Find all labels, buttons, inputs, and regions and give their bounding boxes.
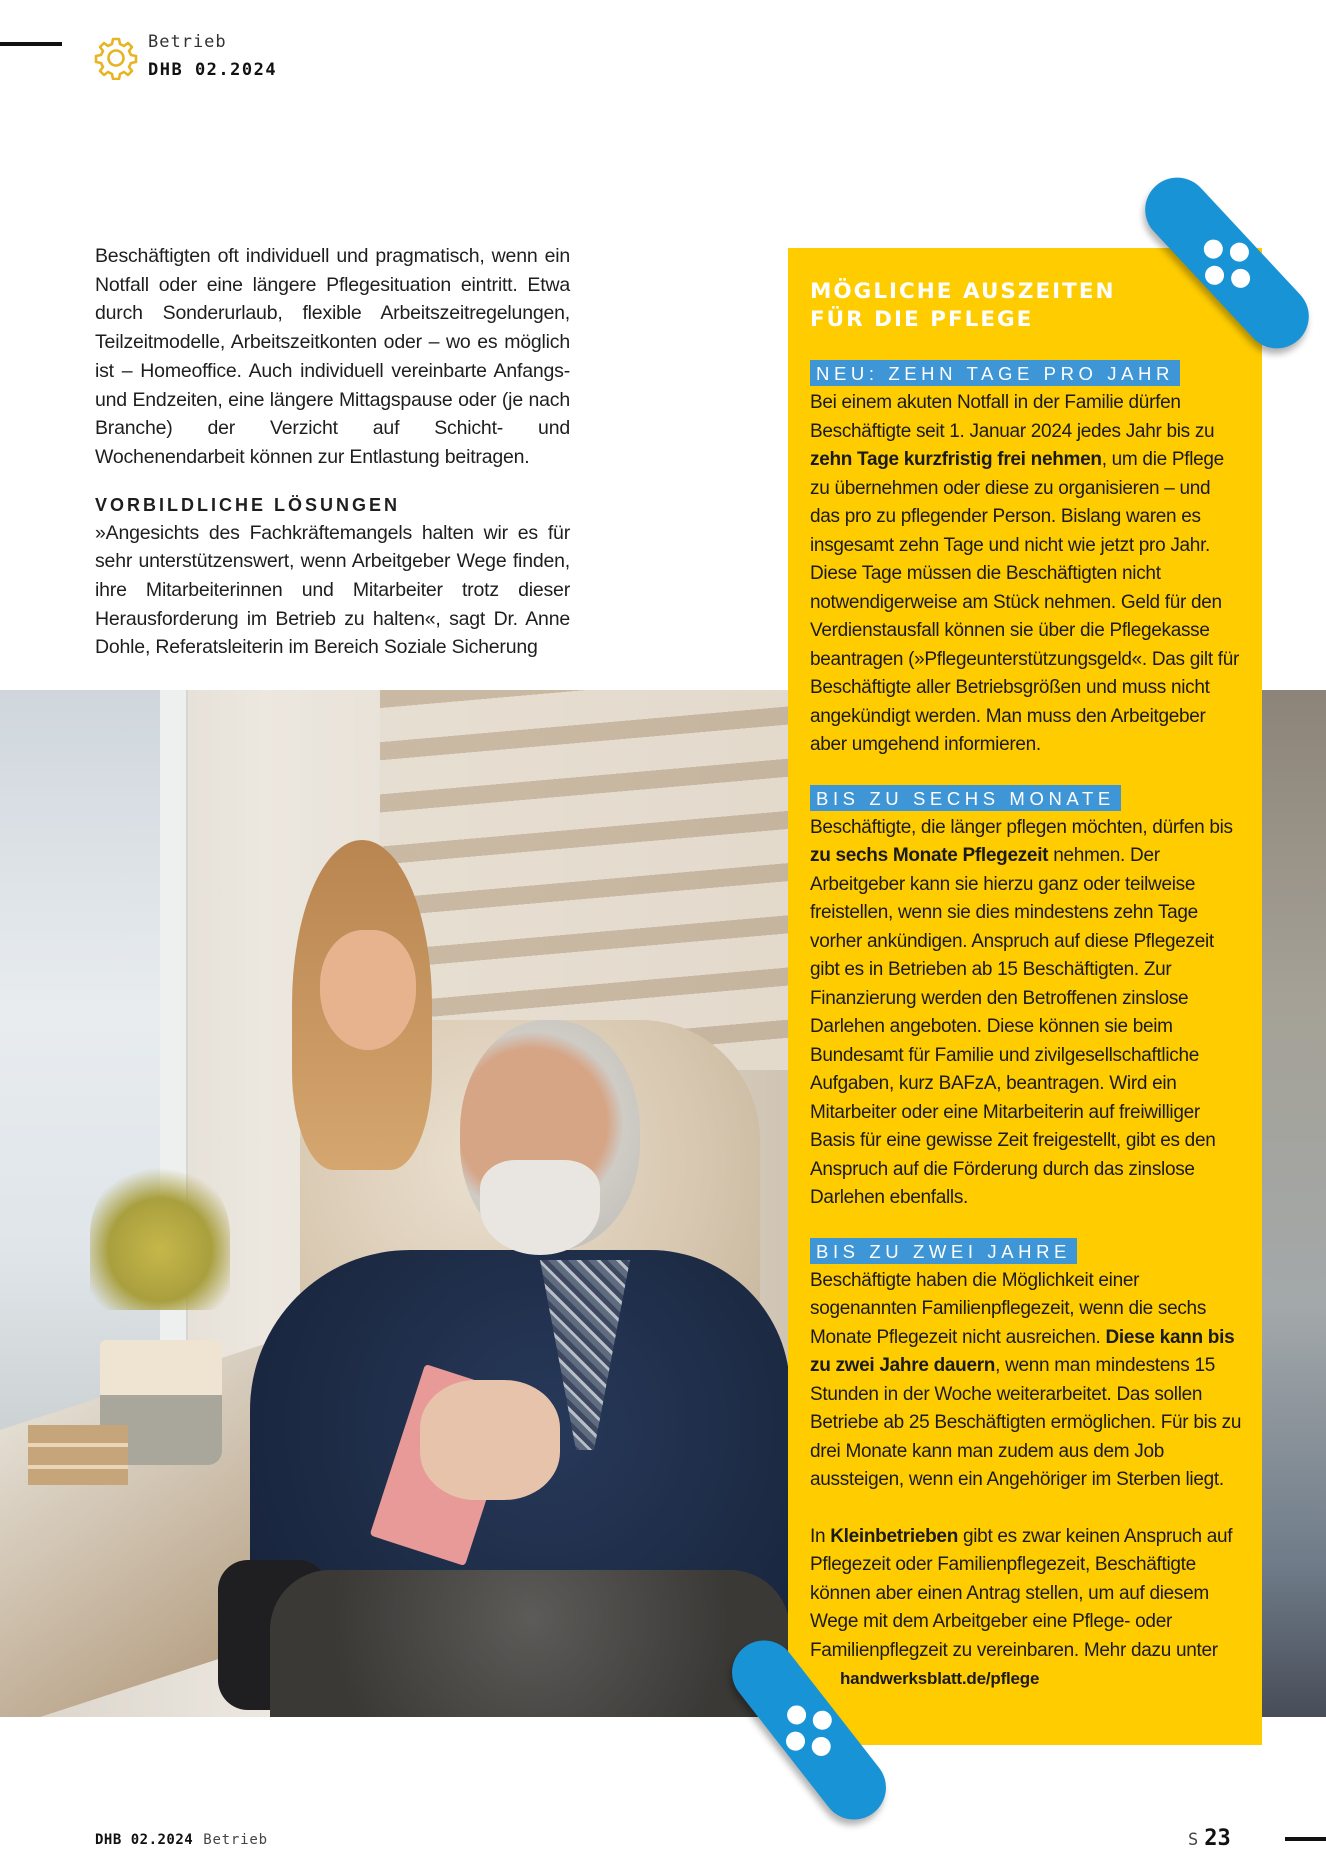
page-number bbox=[1188, 1826, 1231, 1851]
header-issue-label: DHB 02.2024 bbox=[148, 60, 278, 80]
bandage-dot bbox=[1201, 262, 1228, 289]
bold-text: Kleinbetrieben bbox=[830, 1525, 959, 1547]
section-text bbox=[810, 1267, 1242, 1495]
photo-hands bbox=[420, 1380, 560, 1500]
text-run: , wenn man mindestens 15 Stunden in der Woche weiterarbeitet. Das sollen Betriebe ab 25 Beschäftigten ermöglichen. Für bis zu drei Monate kann man zudem aus dem Job aussteigen, wenn ein Angehöriger im Sterben liegt. bbox=[810, 1355, 1242, 1490]
bandage-dot bbox=[1227, 265, 1254, 292]
bandage-dot bbox=[809, 1707, 836, 1734]
bandage-dot bbox=[808, 1733, 835, 1760]
header-section-label: Betrieb bbox=[148, 32, 227, 52]
gear-icon bbox=[94, 36, 138, 80]
footer-issue: DHB 02.2024 bbox=[95, 1832, 194, 1848]
text-run: Beschäftigte, die länger pflegen möchten, dürfen bis bbox=[810, 816, 1233, 838]
bold-text: Diese kann bis zu zwei Jahre dauern bbox=[810, 1326, 1235, 1376]
section-text bbox=[810, 814, 1242, 1213]
body-paragraph: Beschäftigten oft individuell und pragmatisch, wenn ein Notfall oder eine längere Pflegesituation eintritt. Etwa durch Sonderurlaub, flexible Arbeitszeitregelungen, Teilzeitmodelle, Arbeitszeitkonten oder – wo es möglich ist – Homeoffice. Auch individuell vereinbarte Anfangs- und Endzeiten, eine längere Mittagspause oder (je nach Branche) der Verzicht auf Schicht- und Wochenendarbeit können zur Entlastung beitragen. bbox=[95, 245, 570, 468]
bandage-dot bbox=[783, 1702, 810, 1729]
text-run: Bei einem akuten Notfall in der Familie dürfen Beschäftigte seit 1. Januar 2024 jedes Jahr bis zu bbox=[810, 392, 1215, 442]
photo-right-edge bbox=[1262, 690, 1326, 1717]
photo-blanket bbox=[270, 1570, 790, 1717]
info-box-title-line-2: FÜR DIE PFLEGE bbox=[810, 307, 1034, 332]
closing-text bbox=[810, 1523, 1242, 1694]
info-box bbox=[788, 248, 1262, 1745]
more-info-link[interactable]: handwerksblatt.de/pflege bbox=[840, 1669, 1040, 1688]
info-box-title bbox=[810, 278, 1242, 334]
bold-text: zehn Tage kurzfristig frei nehmen bbox=[810, 449, 1102, 470]
info-box-title-line-1: MÖGLICHE AUSZEITEN bbox=[810, 279, 1116, 304]
subheading: VORBILDLICHE LÖSUNGEN bbox=[95, 494, 401, 515]
section-text bbox=[810, 389, 1242, 760]
section-tag: BIS ZU SECHS MONATE bbox=[810, 785, 1121, 811]
section-tag: BIS ZU ZWEI JAHRE bbox=[810, 1238, 1077, 1264]
bandage-dot bbox=[1226, 239, 1253, 266]
photo-plant bbox=[90, 1160, 230, 1310]
photo-books bbox=[28, 1425, 128, 1485]
bandage-dot bbox=[782, 1728, 809, 1755]
page-prefix: S bbox=[1188, 1830, 1199, 1850]
photo-woman-face bbox=[320, 930, 416, 1050]
text-run: In bbox=[810, 1525, 831, 1547]
section-tag: NEU: ZEHN TAGE PRO JAHR bbox=[810, 360, 1180, 386]
header-rule bbox=[0, 42, 62, 46]
left-text-column bbox=[95, 242, 570, 662]
body-paragraph: »Angesichts des Fachkräftemangels halten wir es für sehr unterstützenswert, wenn Arbeitgeber Wege finden, ihre Mitarbeiterinnen und Mitarbeiter trotz dieser Herausforderung im Betrieb zu halten«, sagt Dr. Anne Dohle, Referatsleiterin im Bereich Soziale Sicherung bbox=[95, 521, 570, 659]
bandage-dot bbox=[1200, 236, 1227, 263]
footer-left bbox=[95, 1832, 268, 1848]
text-run: Beschäftigte haben die Möglichkeit einer sogenannten Familienpflegezeit, wenn die sechs Monate Pflegezeit nicht ausreichen. bbox=[810, 1269, 1207, 1348]
footer-section: Betrieb bbox=[203, 1832, 268, 1848]
page-number-value: 23 bbox=[1204, 1826, 1231, 1851]
text-run: gibt es zwar keinen Anspruch auf Pflegezeit oder Familienpflegezeit, Beschäftigte können aber einen Antrag stellen, um auf diesem Wege mit dem Arbeitgeber eine Pflege- oder Familienpflegzeit zu vereinbaren. Mehr dazu unter bbox=[810, 1525, 1233, 1661]
bold-text: zu sechs Monate Pflegezeit bbox=[810, 845, 1049, 866]
footer-rule bbox=[1285, 1837, 1326, 1841]
text-run: nehmen. Der Arbeitgeber kann sie hierzu ganz oder teilweise freistellen, wenn sie dies mindestens zehn Tage vorher ankündigen. Anspruch auf diese Pflegezeit gibt es in Betrieben ab 15 Beschäftigten. Zur Finanzierung werden den Betroffenen zinslose Darlehen angeboten. Diese können sie beim Bundesamt für Familie und zivilgesellschaftliche Aufgaben, kurz BAFzA, beantragen. Wird ein Mitarbeiter oder eine Mitarbeiterin auf freiwilliger Basis für eine gewisse Zeit freigestellt, gibt es den Anspruch auf die Förderung durch das zinslose Darlehen ebenfalls. bbox=[810, 845, 1216, 1208]
text-run: , um die Pflege zu übernehmen oder diese zu organisieren – und das pro zu pflegender Person. Bislang waren es insgesamt zehn Tage und nicht wie jetzt pro Jahr. Diese Tage müssen die Beschäftigten nicht notwendigerweise am Stück nehmen. Geld für den Verdienstausfall können sie über die Pflegekasse beantragen (»Pflegeunterstützungsgeld«. Das gilt für Beschäftigte aller Betriebsgrößen und muss nicht angekündigt werden. Man muss den Arbeitgeber aber umgehend informieren. bbox=[810, 449, 1240, 755]
photo-stairs bbox=[380, 690, 800, 1070]
photo-man-beard bbox=[480, 1160, 600, 1255]
